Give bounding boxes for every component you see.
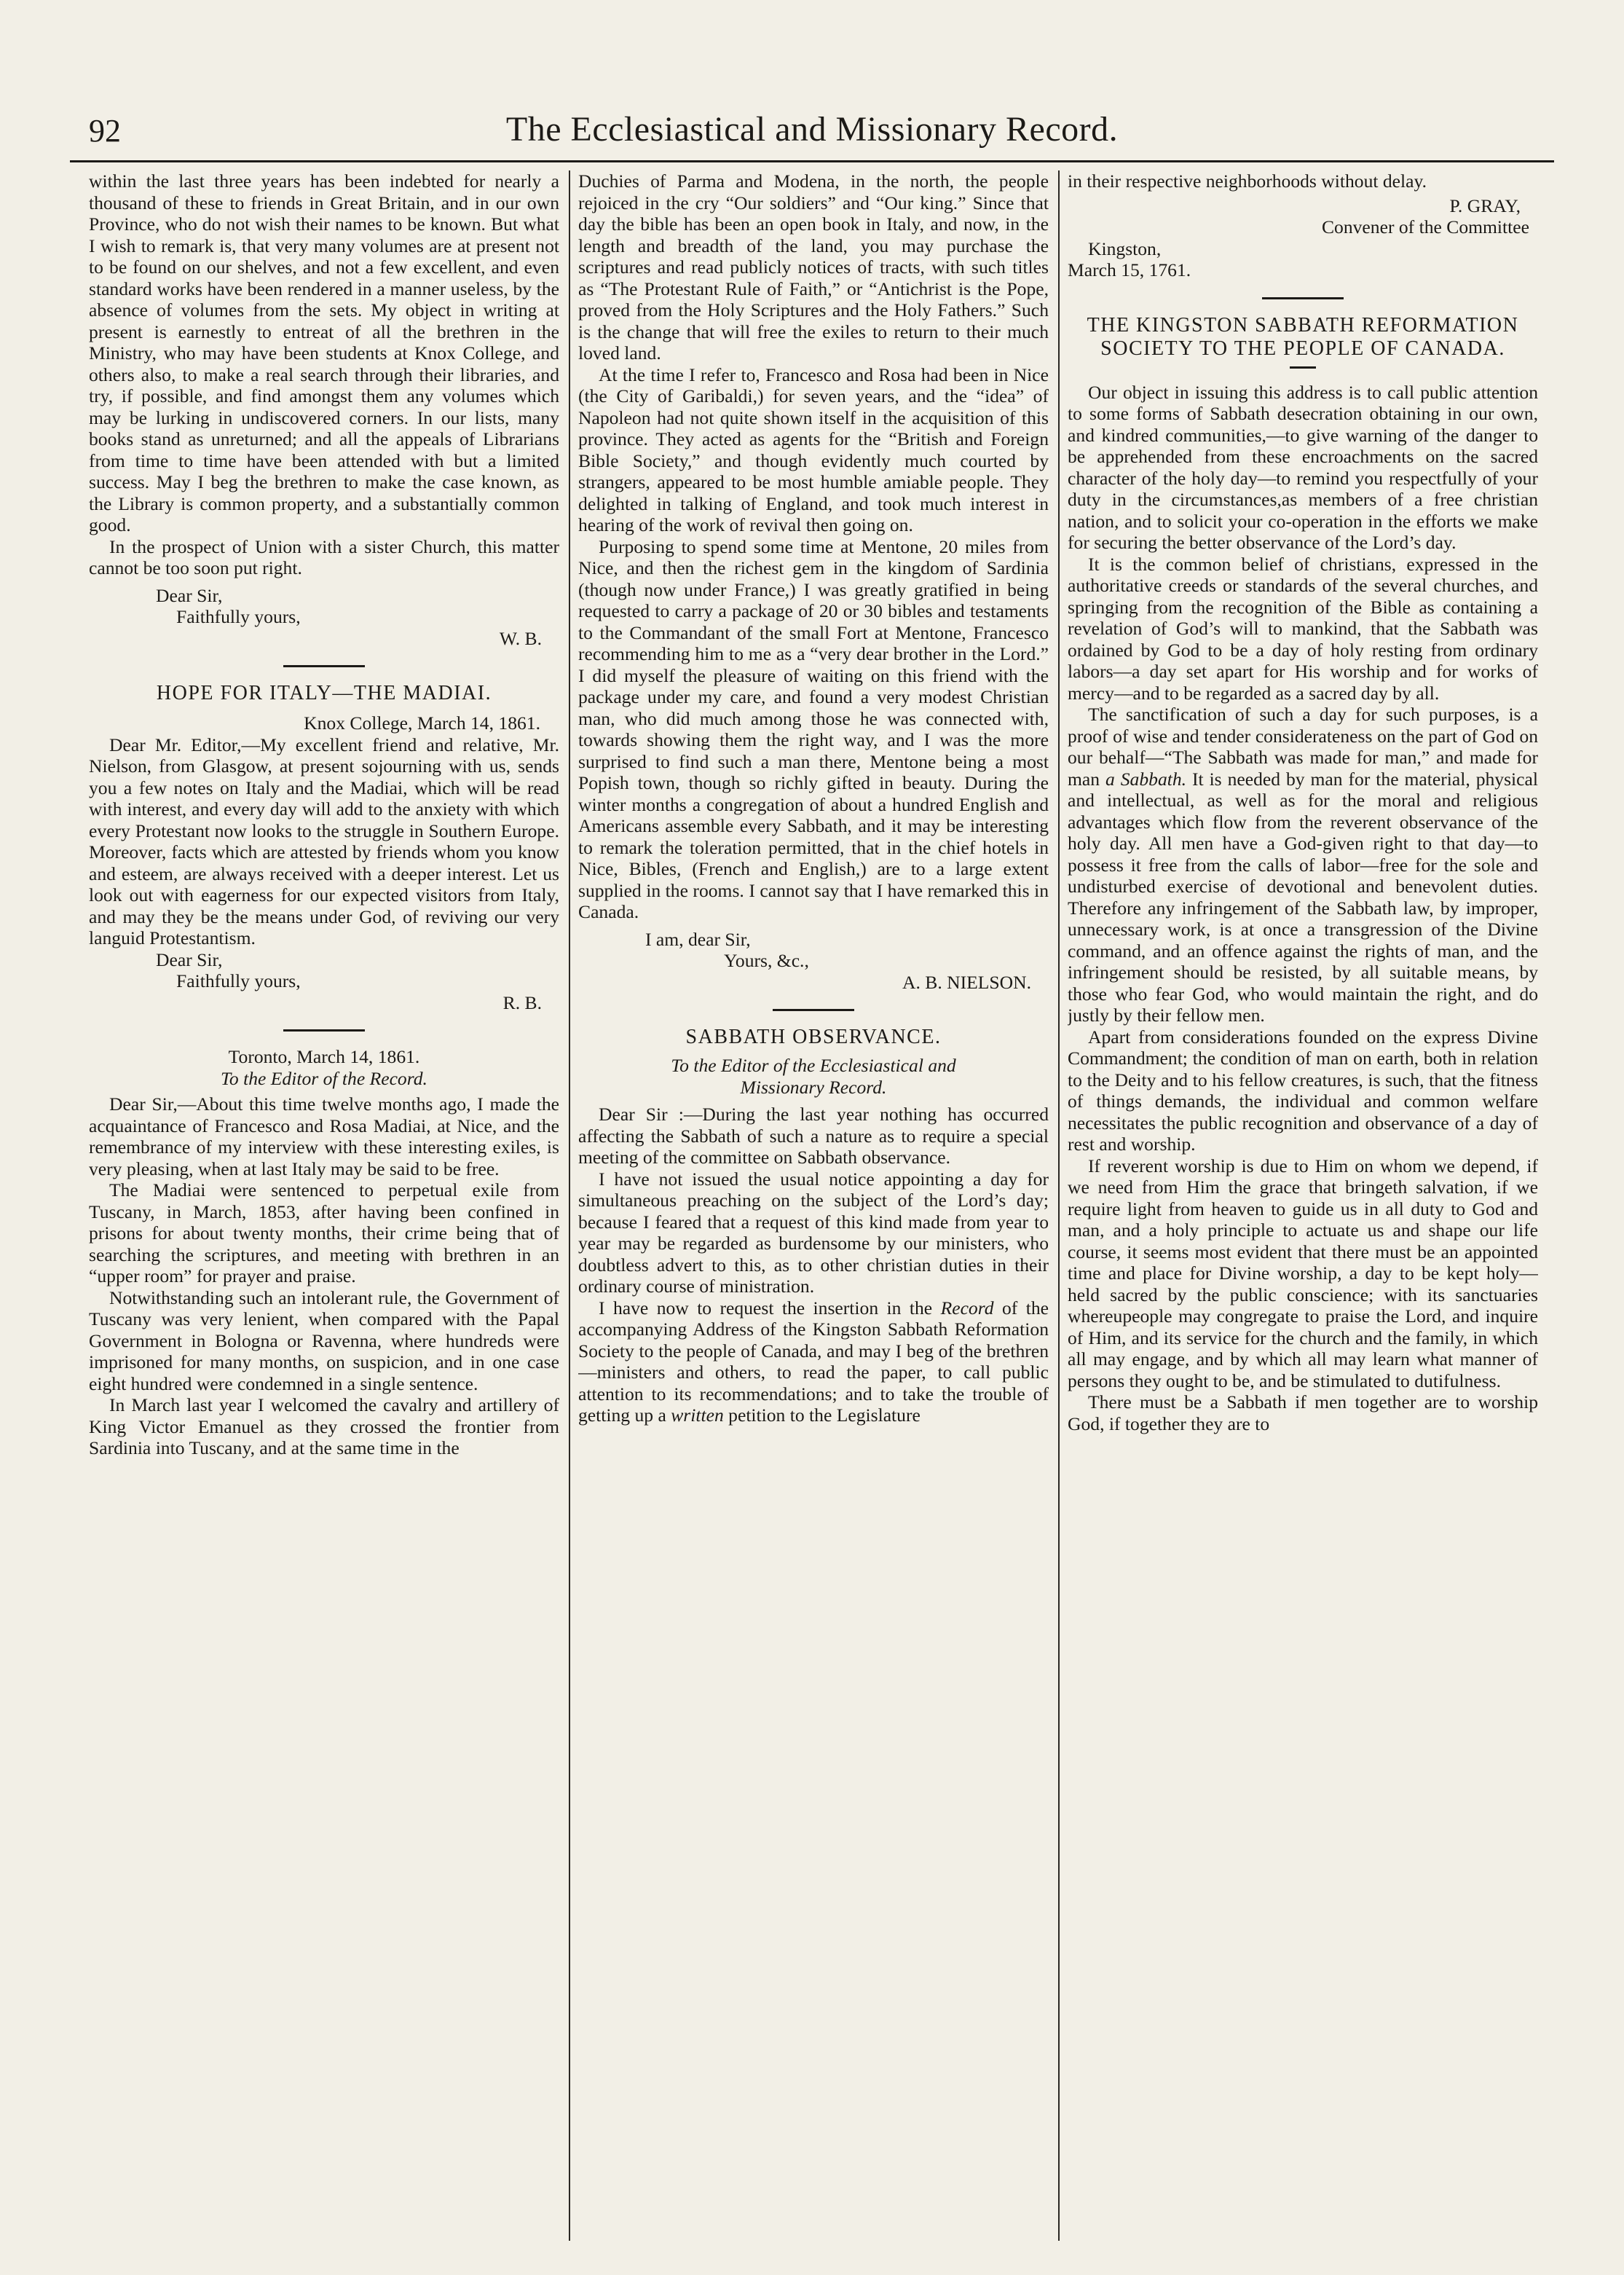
column-2 [578, 170, 1049, 2241]
paragraph: If reverent worship is due to Him on whom we depend, if we need from Him the grace that bringeth salvation, if we require light from heaven to guide us in all duty to God and man, and a holy principle to actuate us and shape our life course, it seems most evident that there must be an appointed time and place for Divine worship, a day to be kept holy—held sacred by the public conscience; with its sanctuaries whereupeople may congregate to praise the Lord, and inquire of Him, and its service for the church and the family, in which all may engage, and by which all may learn what manner of persons they ought to be, and be stimulated to dutifulness. [1068, 1155, 1538, 1391]
signature-initials: W. B. [499, 627, 542, 649]
paragraph: It is the common belief of christians, expressed in the authoritative creeds or standards of the several churches, and springing from the recognition of the Bible as containing a revelation of God’s will to mankind, that the Sabbath was ordained by God to be a day of holy resting from ordinary labors—a day set apart for His worship and for works of mercy—and to be regarded as a sacred day by all. [1068, 553, 1538, 704]
column-3 [1068, 170, 1538, 2241]
text-run: I have now to request the insertion in the [599, 1297, 941, 1319]
signature-closing: Faithfully yours, [176, 970, 301, 991]
signature-salutation: Dear Sir, [156, 584, 223, 606]
letter-salutation: Missionary Record. [740, 1076, 887, 1098]
paragraph: Our object in issuing this address is to call public attention to some forms of Sabbath desecration obtaining in our own, and kindred communities,—to give warning of the danger to be apprehended from these encroachments on the sacred character of the holy day—to remind you respectfully of your duty in the circumstances,as members of a free christian nation, and to solicit your co-operation in the efforts we make for securing the better observance of the Lord’s day. [1068, 381, 1538, 553]
text-run: It is needed by man for the material, physical and intellectual, as well as for the moral and religious advantages which flow from the reverent observance of the holy day. All men have a God-given right to that day—to possess it free from the calls of labor—free for the sole and undisturbed exercise of devotional and benevolent duties. Therefore any infringement of the Sabbath law, by improper, unnecessary work, is at once a transgression of the Divine command, and an offence against the rights of man, and the infringement should be resisted, by all suitable means, by those who fear God, who would maintain the right, and do justly by their fellow men. [1068, 768, 1538, 1026]
dateline: Knox College, March 14, 1861. [304, 712, 540, 734]
column-1 [89, 170, 559, 2241]
paragraph: within the last three years has been indebted for nearly a thousand of these to friends in Great Britain, and in our own Province, who do not wish their names to be known. But what I wish to remark is, that very many volumes are at present not to be found on our shelves, and not a few excellent, and even standard works have been rendered in a manner useless, by the absence of volumes from the sets. My object in writing at present is earnestly to entreat of all the brethren in the Ministry, who may have been students at Knox College, and others also, to make a real search through their libraries, and try, if possible, and find amongst them any volumes which may be lurking in undiscovered corners. In our lists, many books stand as unreturned; and all the appeals of Librarians from time to time have been attended with but a limited success. May I beg the brethren to make the case known, as the Library is common property, and a substantially common good. [89, 170, 559, 535]
paragraph: Dear Sir,—About this time twelve months ago, I made the acquaintance of Francesco and Rosa Madiai, at Nice, and the remembrance of my interview with these interesting exiles, is very pleasing, when at last Italy may be said to be free. [89, 1093, 559, 1179]
journal-title: The Ecclesiastical and Missionary Record. [505, 110, 1119, 149]
paragraph: Purposing to spend some time at Mentone, 20 miles from Nice, and then the richest gem in the kingdom of Sardinia (though now under France,) I was greatly gratified in being requested to carry a package of 20 or 30 bibles and testaments to the Commandant of the small Fort at Mentone, Francesco recommending him to me as a “very dear brother in the Lord.” I did myself the pleasure of waiting on this friend with the package under my care, and found a very modest Christian man, who did much among those he was connected with, towards showing them the right way, and I was the more surprised to find such a man there, Mentone being a most Popish town, though so richly gifted in beauty. During the winter months a congregation of about a hundred English and Americans assemble every Sabbath, and it may be interesting to remark the toleration permitted, that in the chief hotels in Nice, Bibles, (French and English,) are to a large extent supplied in the rooms. I cannot say that I have remarked this in Canada. [578, 535, 1049, 922]
paragraph: In the prospect of Union with a sister Church, this matter cannot be too soon put right. [89, 535, 559, 578]
paragraph: Duchies of Parma and Modena, in the north, the people rejoiced in the cry “Our soldiers” and “Our king.” Since that day the bible has been an open book in Italy, and now, in the length and breadth of the land, you may purchase the scriptures and read publicly notices of tracts, with such titles as “The Protestant Rule of Faith,” or “Antichrist is the Pope, proved from the Holy Scriptures and the Holy Fathers.” Such is the change that will free the exiles to return to their much loved land. [578, 170, 1049, 364]
article-heading: HOPE FOR ITALY—THE MADIAI. [156, 682, 492, 704]
text-run-italic: a Sabbath. [1105, 768, 1187, 790]
signature-role: Convener of the Committee [1321, 216, 1529, 237]
signature-block [578, 929, 1049, 994]
signature-initials: R. B. [502, 991, 542, 1013]
paragraph: Dear Mr. Editor,—My excellent friend and relative, Mr. Nielson, from Glasgow, at present sojourning with us, sends you a few notes on Italy and the Madiai, which will be read with interest, and every day will add to the anxiety with which every Protestant now looks to the struggle in Southern Europe. Moreover, facts which are attested by friends whom you know and esteem, are always received with a deeper interest. Let us look out with eagerness for our expected visitors from Italy, and may they be the means under God, of reviving our very languid Protestantism. [89, 734, 559, 948]
signature-name: P. GRAY, [1449, 195, 1521, 216]
dateline: Toronto, March 14, 1861. [228, 1046, 420, 1067]
signature-closing: Faithfully yours, [176, 606, 301, 627]
letter-salutation: To the Editor of the Ecclesiastical and [671, 1055, 956, 1076]
section-divider [1262, 297, 1344, 299]
paragraph: in their respective neighborhoods without delay. [1068, 170, 1427, 192]
paragraph: There must be a Sabbath if men together are to worship God, if together they are to [1068, 1391, 1538, 1434]
paragraph: Dear Sir :—During the last year nothing has occurred affecting the Sabbath of such a nature as to require a special meeting of the committee on Sabbath observance. [578, 1104, 1049, 1168]
column-rule-2 [1058, 170, 1060, 2241]
signature-place: Kingston, [1088, 237, 1162, 259]
paragraph [578, 1297, 1049, 1426]
paragraph: At the time I refer to, Francesco and Rosa had been in Nice (the City of Garibaldi,) for seven years, and the “idea” of Napoleon had not quite shown itself in the acquisition of this province. They acted as agents for the “British and Foreign Bible Society,” and though evidently much courted by strangers, appeared to be most humble amiable people. They delighted in talking of England, and took much interest in hearing of the work of revival then going on. [578, 364, 1049, 535]
paragraph: Apart from considerations founded on the express Divine Commandment; the condition of man on earth, both in relation to the Deity and to his fellow creatures, is such, that the fitness of things demands, the individual and common welfare necessitates the public recognition and observance of a day of rest and worship. [1068, 1026, 1538, 1155]
column-rule-1 [569, 170, 570, 2241]
section-divider [283, 665, 365, 667]
section-divider [773, 1009, 854, 1011]
text-run: petition to the Legislature [723, 1404, 921, 1426]
signature-date: March 15, 1761. [1068, 259, 1191, 280]
paragraph: In March last year I welcomed the cavalry and artillery of King Victor Emanuel as they crossed the frontier from Sardinia into Tuscany, and at the same time in the [89, 1394, 559, 1458]
page-number: 92 [89, 113, 121, 149]
paragraph [1068, 704, 1538, 1026]
signature-salutation: Dear Sir, [156, 948, 223, 970]
paragraph: Notwithstanding such an intolerant rule, the Government of Tuscany was very lenient, when compared with the Papal Government in Bologna or Ravenna, where hundreds were imprisoned for many months, on suspicion, and in one case eight hundred were condemned in a single sentence. [89, 1286, 559, 1394]
signature-block [1068, 195, 1538, 281]
section-divider [283, 1029, 365, 1032]
signature-block [89, 949, 559, 1014]
text-run: The sanctification of such a day for such purposes, is a proof of wise and tender considerateness on the part of God on our behalf—“The Sabbath was made for man,” and made for man [1068, 704, 1538, 790]
section-divider [1290, 366, 1316, 369]
text-run: of the accompanying Address of the Kingston Sabbath Reformation Society to the people of Canada, and may I beg of the brethren—ministers and others, to read the paper, to call public attention to its recommendations; and to take the trouble of getting up a [578, 1297, 1049, 1426]
article-heading: SABBATH OBSERVANCE. [685, 1026, 942, 1048]
letter-salutation: To the Editor of the Record. [221, 1067, 427, 1089]
signature-closing: I am, dear Sir, [645, 928, 751, 950]
text-run-italic: written [671, 1404, 724, 1426]
signature-closing: Yours, &c., [724, 950, 809, 971]
paragraph: I have not issued the usual notice appointing a day for simultaneous preaching on the subject of the Lord’s day; because I feared that a request of this kind made from year to year may be regarded as burdensome by our ministers, who doubtless advert to this, as to other christian duties in their ordinary course of ministration. [578, 1168, 1049, 1297]
text-run-italic: Record [940, 1297, 994, 1319]
article-heading: THE KINGSTON SABBATH REFORMATION SOCIETY TO THE PEOPLE OF CANADA. [1087, 313, 1519, 360]
signature-block [89, 585, 559, 650]
paragraph: The Madiai were sentenced to perpetual exile from Tuscany, in March, 1853, after having been confined in prisons for about twenty months, their crime being that of searching the scriptures, and meeting with brethren in an “upper room” for prayer and praise. [89, 1179, 559, 1286]
signature-name: A. B. NIELSON. [902, 971, 1031, 993]
page-header [70, 106, 1554, 162]
